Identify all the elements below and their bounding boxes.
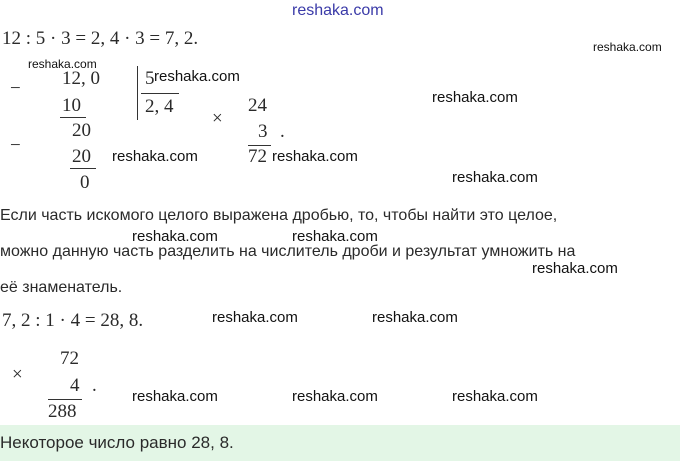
watermark: reshaka.com: [292, 2, 384, 19]
dividend: 12, 0: [62, 68, 100, 89]
watermark: reshaka.com: [112, 148, 198, 165]
watermark: reshaka.com: [212, 309, 298, 326]
watermark: reshaka.com: [272, 148, 358, 165]
times-sign: ×: [12, 364, 23, 385]
subtrahend-1: 10: [62, 95, 81, 116]
watermark: reshaka.com: [432, 89, 518, 106]
paragraph-line-3: её знаменатель.: [0, 279, 123, 296]
factor-2: 3: [258, 121, 268, 142]
watermark: reshaka.com: [372, 309, 458, 326]
subtraction-line-1: [60, 117, 86, 118]
product: 72: [248, 146, 267, 167]
answer-text: Некоторое число равно 28, 8.: [0, 433, 234, 452]
answer-box: [0, 425, 680, 461]
times-sign: ×: [212, 108, 223, 129]
factor-1: 72: [60, 348, 79, 369]
product: 288: [48, 401, 77, 422]
remainder-2: 0: [80, 172, 90, 193]
equation-2: 7, 2 : 1 · 4 = 28, 8.: [2, 310, 144, 331]
divisor: 5: [145, 68, 155, 89]
watermark: reshaka.com: [292, 228, 378, 245]
paragraph-line-1: Если часть искомого целого выражена дробью, то, чтобы найти это целое,: [0, 207, 558, 224]
minus-sign: −: [10, 135, 21, 156]
watermark: reshaka.com: [593, 40, 662, 54]
product-line: [48, 399, 82, 400]
watermark: reshaka.com: [532, 260, 618, 277]
watermark: reshaka.com: [292, 388, 378, 405]
watermark: reshaka.com: [28, 57, 97, 71]
division-bar-horizontal: [141, 93, 179, 94]
division-bar-vertical: [137, 66, 138, 120]
watermark: reshaka.com: [154, 68, 240, 85]
period: .: [92, 375, 97, 396]
remainder-1: 20: [72, 120, 91, 141]
minus-sign: −: [10, 78, 21, 99]
watermark: reshaka.com: [132, 228, 218, 245]
watermark: reshaka.com: [452, 388, 538, 405]
factor-2: 4: [70, 375, 80, 396]
watermark: reshaka.com: [132, 388, 218, 405]
period: .: [280, 121, 285, 142]
subtraction-line-2: [70, 168, 96, 169]
equation-1: 12 : 5 · 3 = 2, 4 · 3 = 7, 2.: [2, 28, 199, 49]
watermark: reshaka.com: [452, 169, 538, 186]
quotient: 2, 4: [145, 96, 174, 117]
subtrahend-2: 20: [72, 146, 91, 167]
paragraph-line-2: можно данную часть разделить на числитель дроби и результат умножить на: [0, 243, 576, 260]
factor-1: 24: [248, 95, 267, 116]
